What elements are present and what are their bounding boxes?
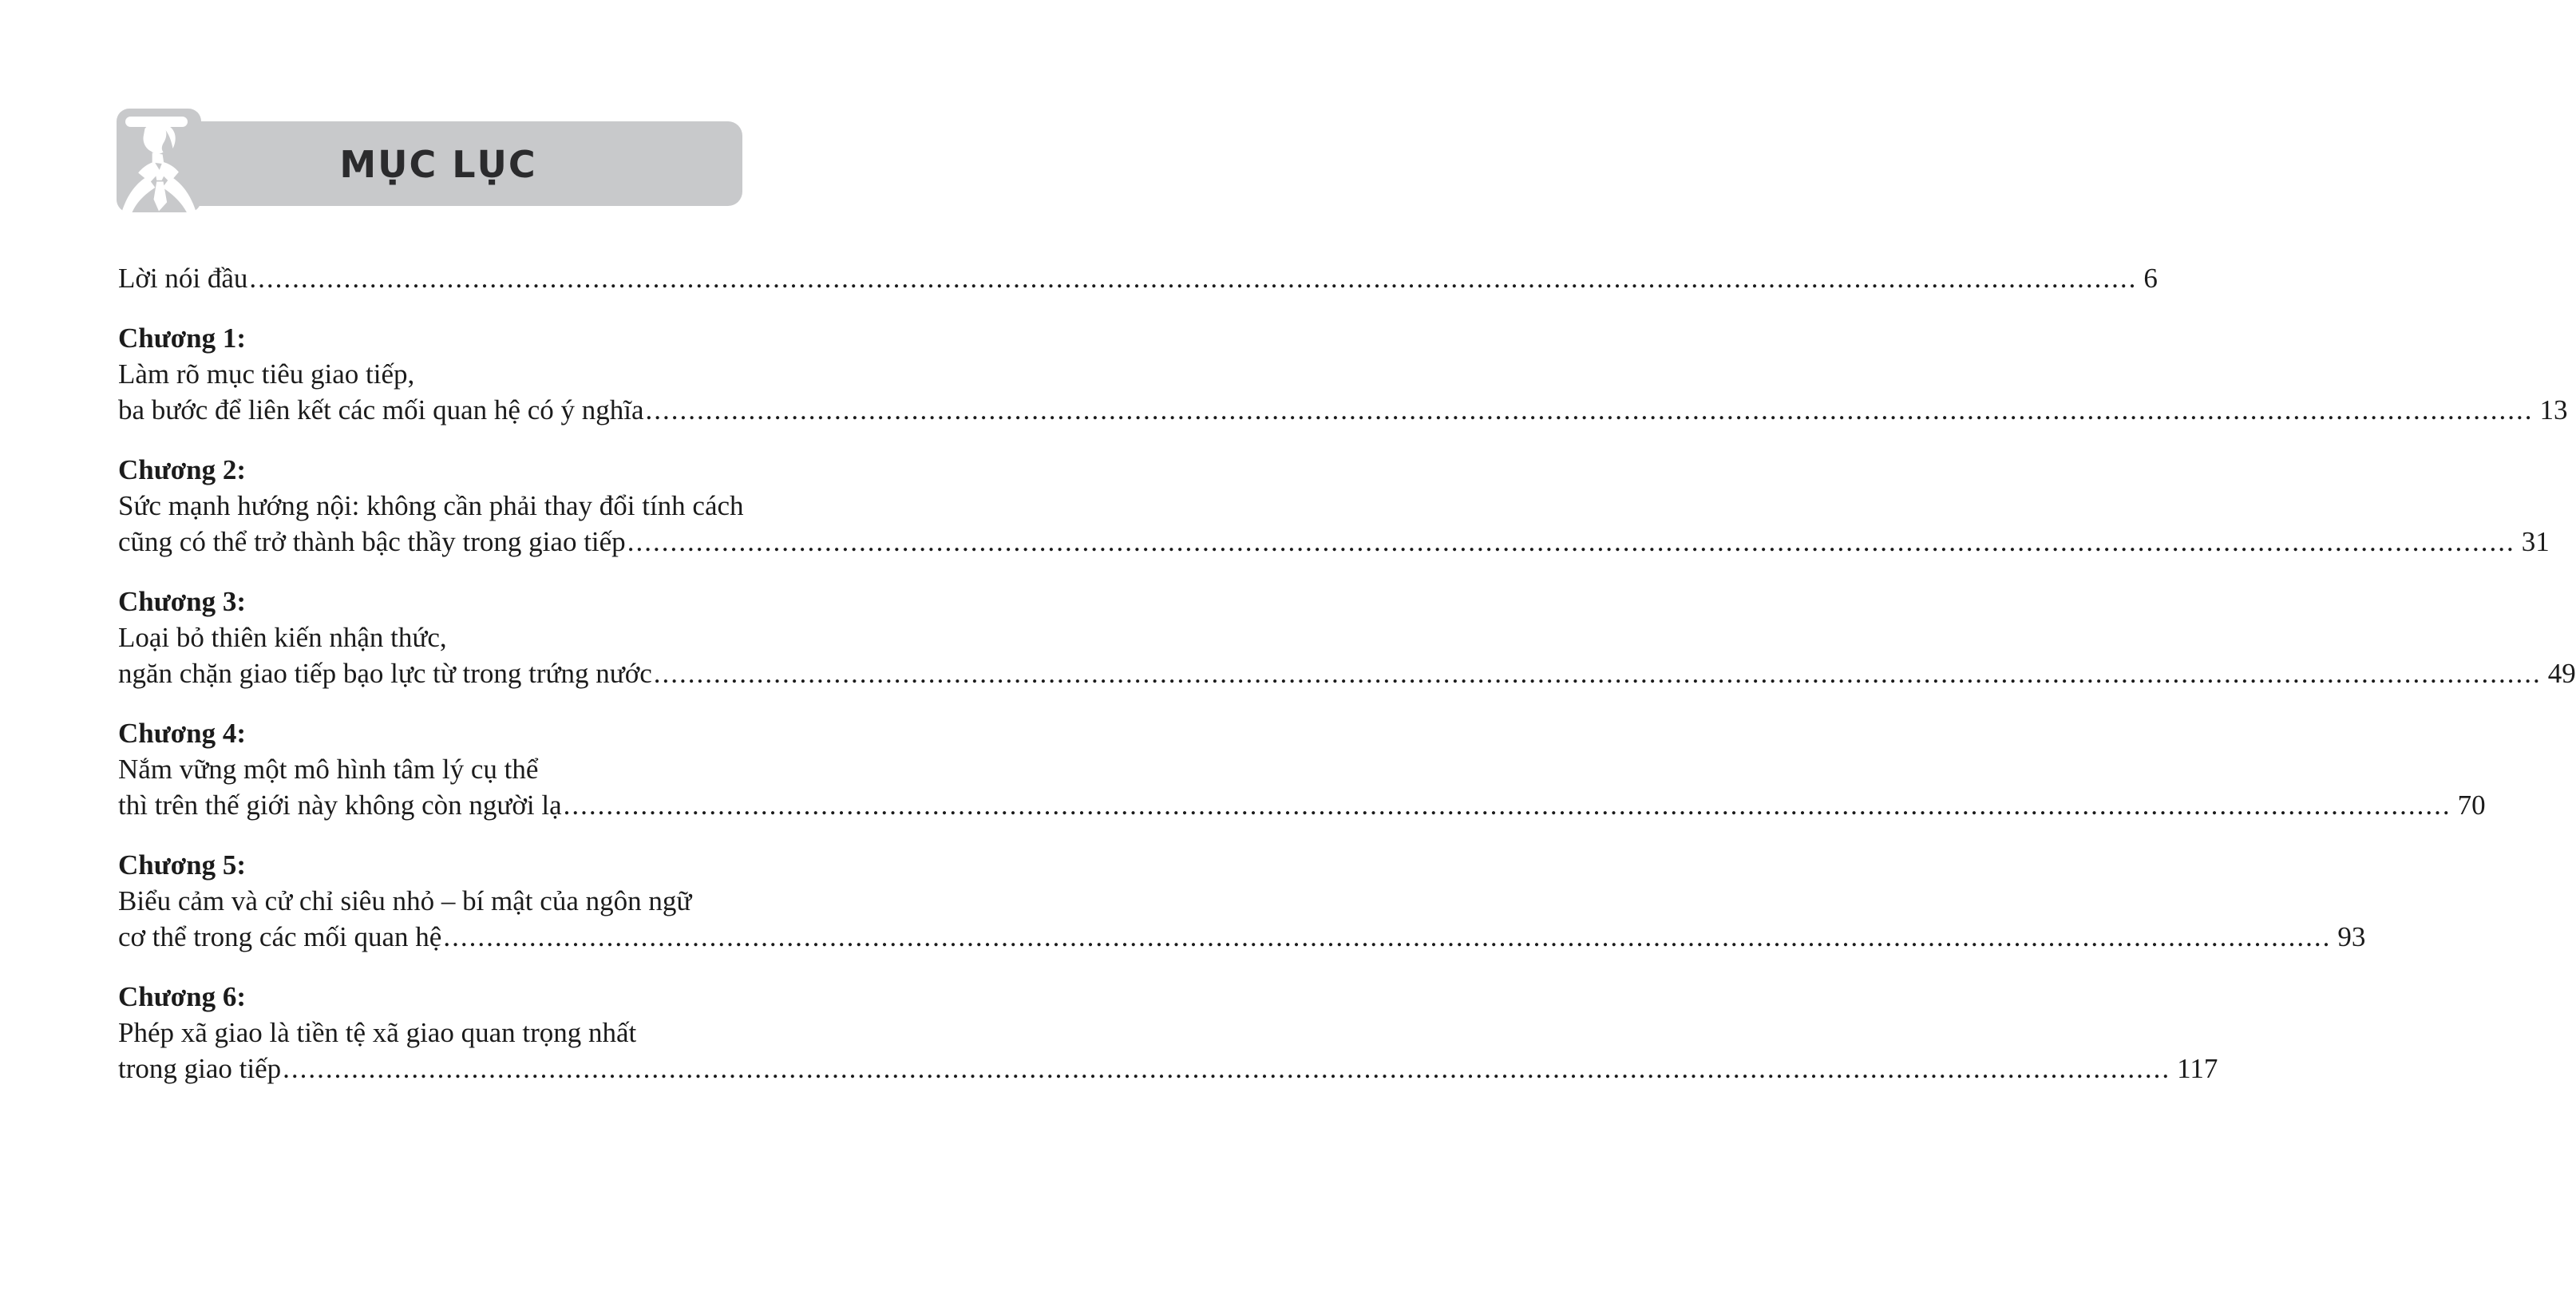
chapter-heading: Chương 1:	[118, 323, 246, 354]
toc-leader-line	[118, 919, 2366, 955]
chapter-heading: Chương 6:	[118, 981, 246, 1012]
toc-page-number: 117	[2177, 1053, 2218, 1084]
page-title: MỤC LỤC	[339, 143, 537, 186]
toc-entry-chapter-6	[118, 979, 2218, 1086]
chapter-heading: Chương 2:	[118, 454, 246, 485]
dot-leader: ............................................................................................................................................................................................................................	[283, 1053, 2171, 1084]
toc-entry-chapter-5	[118, 847, 2366, 955]
dot-leader: ............................................................................................................................................................................................................................	[645, 394, 2534, 425]
toc-leader-line	[118, 655, 2576, 691]
toc-leader-line	[118, 392, 2568, 428]
chapter-heading: Chương 3:	[118, 586, 246, 617]
toc-entry-preface	[118, 260, 2158, 296]
dot-leader: ............................................................................................................................................................................................................................	[627, 526, 2515, 557]
table-of-contents	[118, 260, 2576, 1110]
chapter-title-line: Biểu cảm và cử chỉ siêu nhỏ – bí mật của ngôn ngữ	[118, 885, 692, 916]
toc-leader-line	[118, 524, 2550, 560]
dot-leader: ............................................................................................................................................................................................................................	[443, 921, 2332, 952]
toc-leader-line	[118, 260, 2158, 296]
man-in-suit-icon	[117, 120, 201, 216]
chapter-title-line: Phép xã giao là tiền tệ xã giao quan trọng nhất	[118, 1017, 637, 1048]
header-banner	[134, 121, 742, 206]
toc-entry-chapter-3	[118, 584, 2576, 691]
chapter-title-line: Nắm vững một mô hình tâm lý cụ thể	[118, 754, 539, 785]
logo-badge	[117, 109, 201, 212]
chapter-title-line: ngăn chặn giao tiếp bạo lực từ trong trứng nước	[118, 658, 652, 689]
toc-page-number: 13	[2539, 394, 2568, 425]
chapter-title-line: Làm rõ mục tiêu giao tiếp,	[118, 358, 415, 390]
toc-page-number: 49	[2547, 658, 2576, 689]
dot-leader: ............................................................................................................................................................................................................................	[249, 263, 2138, 294]
chapter-title-line: cũng có thể trở thành bậc thầy trong giao tiếp	[118, 526, 626, 557]
chapter-title-line: trong giao tiếp	[118, 1053, 282, 1084]
toc-page-number: 93	[2337, 921, 2366, 952]
chapter-heading: Chương 4:	[118, 718, 246, 749]
chapter-title-line: Loại bỏ thiên kiến nhận thức,	[118, 622, 447, 653]
logo-notch	[125, 117, 188, 127]
toc-entry-chapter-1	[118, 320, 2568, 428]
dot-leader: ............................................................................................................................................................................................................................	[563, 790, 2451, 821]
toc-leader-line	[118, 787, 2486, 823]
chapter-title-line: ba bước để liên kết các mối quan hệ có ý nghĩa	[118, 394, 644, 425]
toc-leader-line	[118, 1051, 2218, 1086]
dot-leader: ............................................................................................................................................................................................................................	[653, 658, 2542, 689]
toc-entry-label: Lời nói đầu	[118, 263, 248, 294]
toc-page-number: 70	[2457, 790, 2486, 821]
chapter-heading: Chương 5:	[118, 849, 246, 881]
toc-entry-chapter-4	[118, 715, 2486, 823]
toc-entry-chapter-2	[118, 452, 2550, 560]
chapter-title-line: thì trên thế giới này không còn người lạ	[118, 790, 562, 821]
toc-page-number: 6	[2143, 263, 2158, 294]
chapter-title-line: Sức mạnh hướng nội: không cần phải thay đổi tính cách	[118, 490, 744, 521]
toc-page-number: 31	[2521, 526, 2550, 557]
chapter-title-line: cơ thể trong các mối quan hệ	[118, 921, 442, 952]
